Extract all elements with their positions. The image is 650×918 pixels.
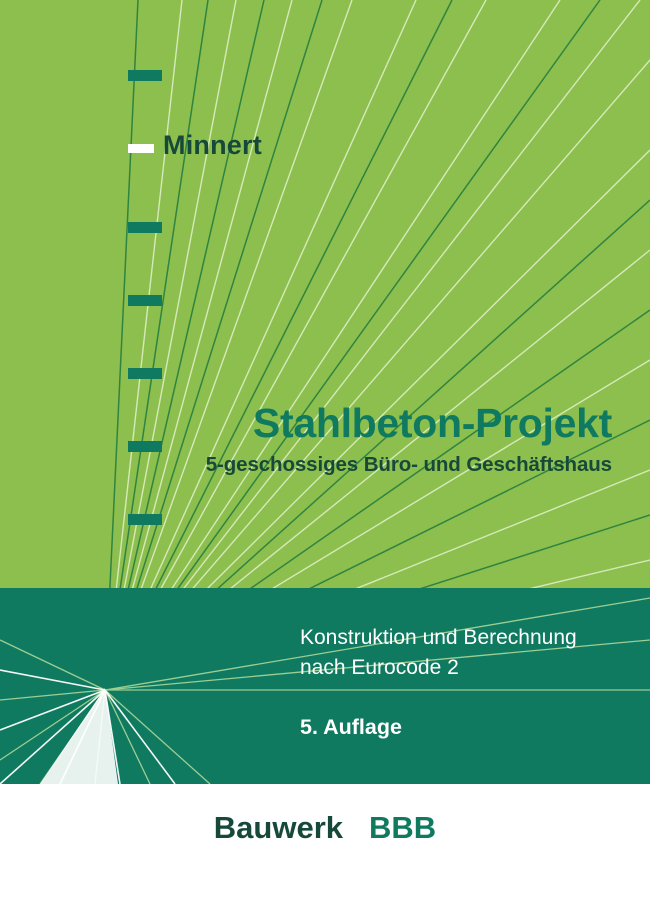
description-line-2: nach Eurocode 2	[300, 656, 459, 680]
description-line-1: Konstruktion und Berechnung	[300, 626, 577, 649]
ruler-tick	[128, 368, 162, 379]
title-block	[0, 402, 612, 477]
ruler-tick	[128, 70, 162, 81]
ruler-tick	[128, 514, 162, 525]
edition-label: 5. Auflage	[300, 715, 402, 739]
imprint-name: BBB	[369, 810, 437, 845]
publisher-block	[0, 810, 650, 846]
publisher-name: Bauwerk	[213, 810, 344, 845]
description-block	[300, 623, 612, 684]
ruler-tick	[128, 222, 162, 233]
ruler-tick	[128, 295, 162, 306]
ruler-tick-highlight	[128, 144, 154, 153]
author-name: Minnert	[163, 130, 262, 160]
page-title: Stahlbeton-Projekt	[252, 400, 612, 446]
page-subtitle: 5-geschossiges Büro- und Geschäftshaus	[205, 453, 612, 477]
